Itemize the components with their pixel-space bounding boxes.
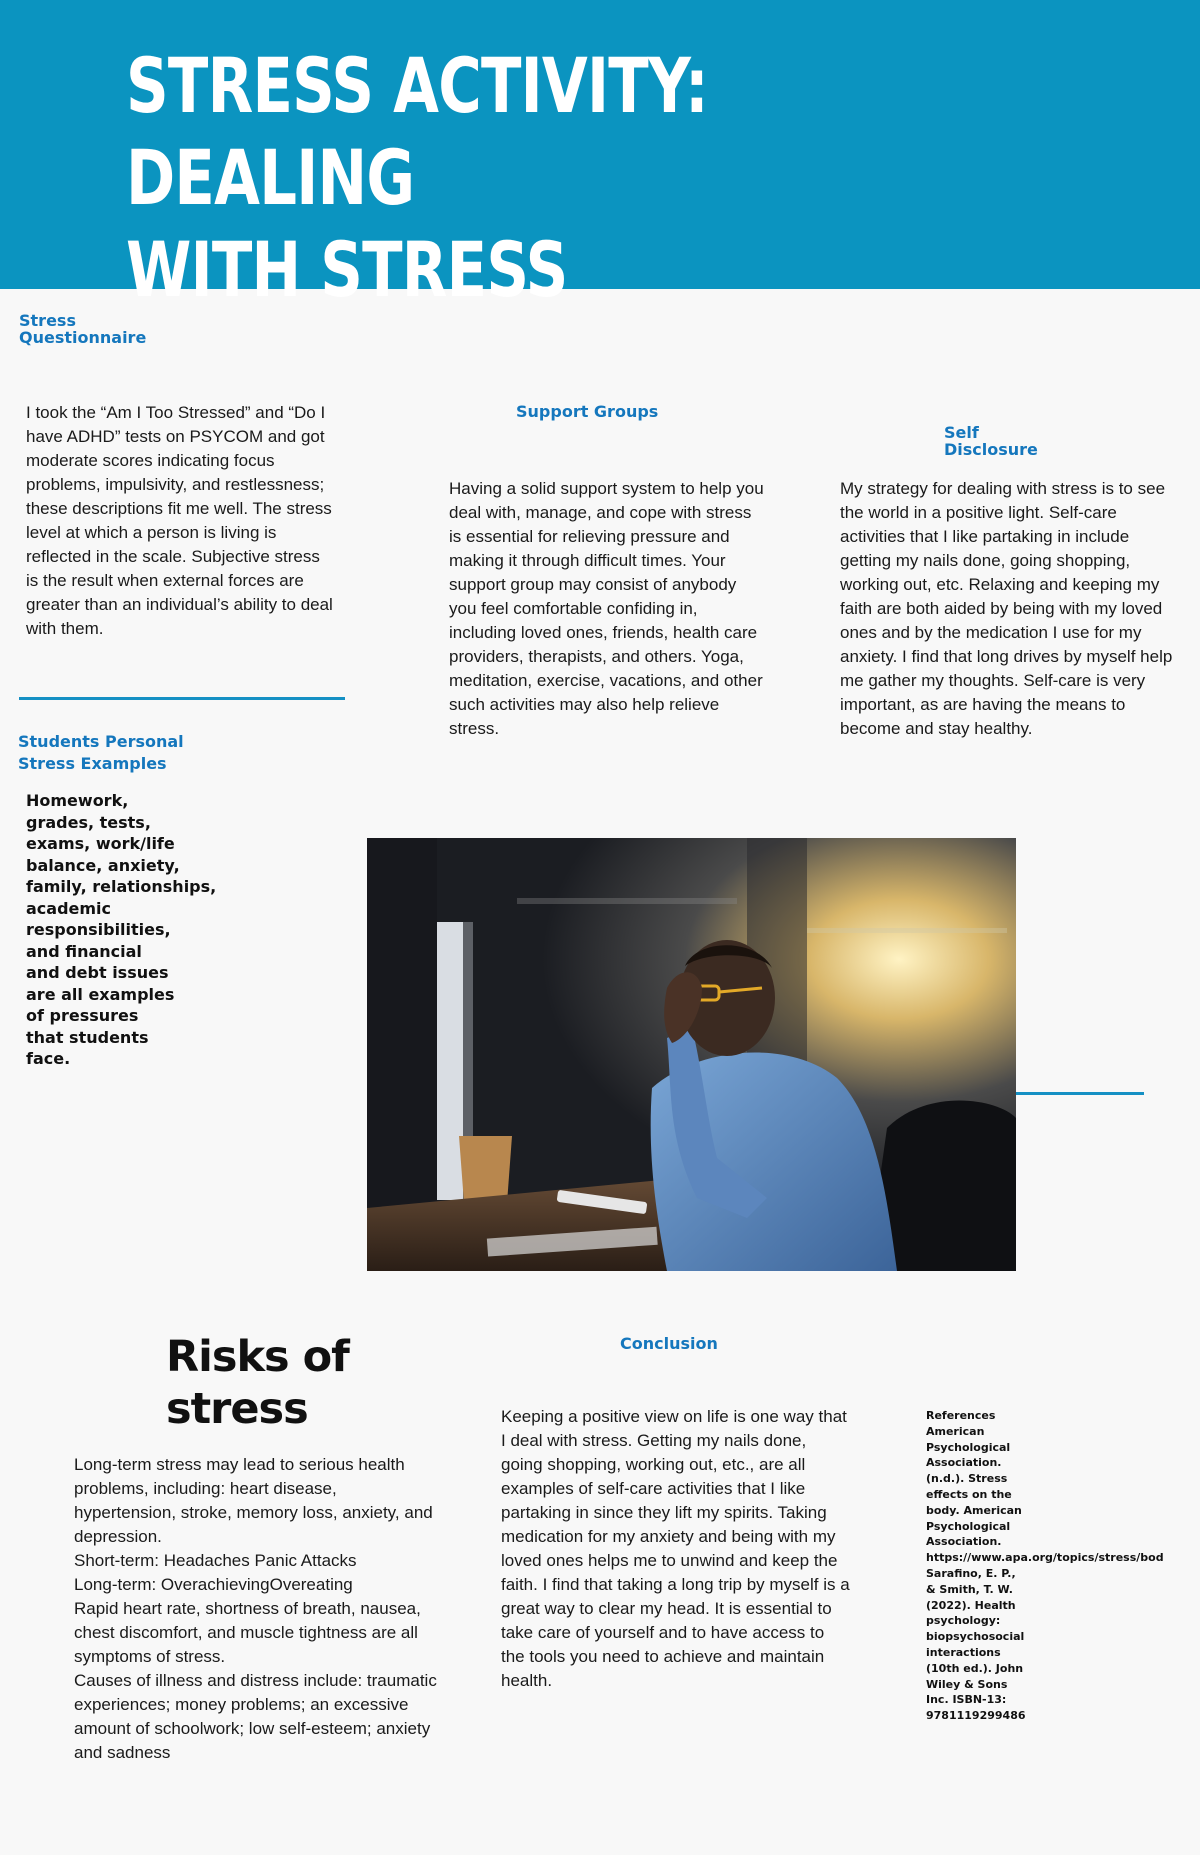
students-examples-body: Homework, grades, tests, exams, work/life balance, anxiety, family, relationships, academic responsibilities, and financial and debt issues are all examples of pressures that students face. [26, 791, 217, 1068]
references: References American Psychological Association. (n.d.). Stress effects on the body. American Psychological Association. https://www.apa.org/topics/stress/bod Sarafino, E. P., & Smith, T. W. (2022). Health psychology: biopsychosocial interactions (10th ed.). John Wiley & Sons Inc. ISBN-13: 9781119299486 [926, 1409, 1164, 1723]
stressed-man-photo [367, 838, 1016, 1271]
risks-body: Long-term stress may lead to serious health problems, including: heart disease, hypertension, stroke, memory loss, anxiety, and depression. Short-term: Headaches Panic Attacks Long-term: OverachievingOvereating Rapid heart rate, shortness of breath, nausea, chest discomfort, and muscle tightness are all symptoms of stress. Causes of illness and distress include: traumatic experiences; money problems; an excessive amount of schoolwork; low self-esteem; anxiety and sadness [74, 1455, 437, 1762]
divider-left [19, 697, 345, 700]
students-examples-heading: Students Personal Stress Examples [18, 732, 184, 773]
support-groups-body: Having a solid support system to help you deal with, manage, and cope with stress is essential for relieving pressure and making it through difficult times. Your support group may consist of anybody you feel comfortable confiding in, including loved ones, friends, health care providers, therapists, and others. Yoga, meditation, exercise, vacations, and other such activities may also help relieve stress. [449, 479, 764, 738]
header-banner [0, 0, 1200, 314]
support-groups-heading: Support Groups [516, 402, 659, 421]
questionnaire-heading: Stress Questionnaire [19, 311, 147, 347]
page-title: STRESS ACTIVITY: DEALING WITH STRESS [126, 41, 708, 314]
divider-right [1016, 1092, 1144, 1095]
questionnaire-body: I took the “Am I Too Stressed” and “Do I have ADHD” tests on PSYCOM and got moderate scores indicating focus problems, impulsivity, and restlessness; these descriptions fit me well. The stress level at which a person is living is reflected in the scale. Subjective stress is the result when external forces are greater than an individual’s ability to deal with them. [26, 403, 333, 638]
self-disclosure-heading: Self Disclosure [944, 423, 1038, 459]
conclusion-heading: Conclusion [620, 1334, 718, 1353]
self-disclosure-body: My strategy for dealing with stress is to see the world in a positive light. Self-care activities that I like partaking in include getting my nails done, going shopping, working out, etc. Relaxing and keeping my faith are both aided by being with my loved ones and by the medication I use for my anxiety. I find that long drives by myself help me gather my thoughts. Self-care is very important, as are having the means to become and stay healthy. [840, 479, 1173, 738]
conclusion-body: Keeping a positive view on life is one way that I deal with stress. Getting my nails done, going shopping, working out, etc., are all examples of self-care activities that I like partaking in since they lift my spirits. Taking medication for my anxiety and being with my loved ones helps me to unwind and keep the faith. I find that taking a long trip by myself is a great way to clear my head. It is essential to take care of yourself and to have access to the tools you need to achieve and maintain health. [501, 1407, 850, 1690]
risks-heading: Risks of stress [166, 1332, 349, 1434]
